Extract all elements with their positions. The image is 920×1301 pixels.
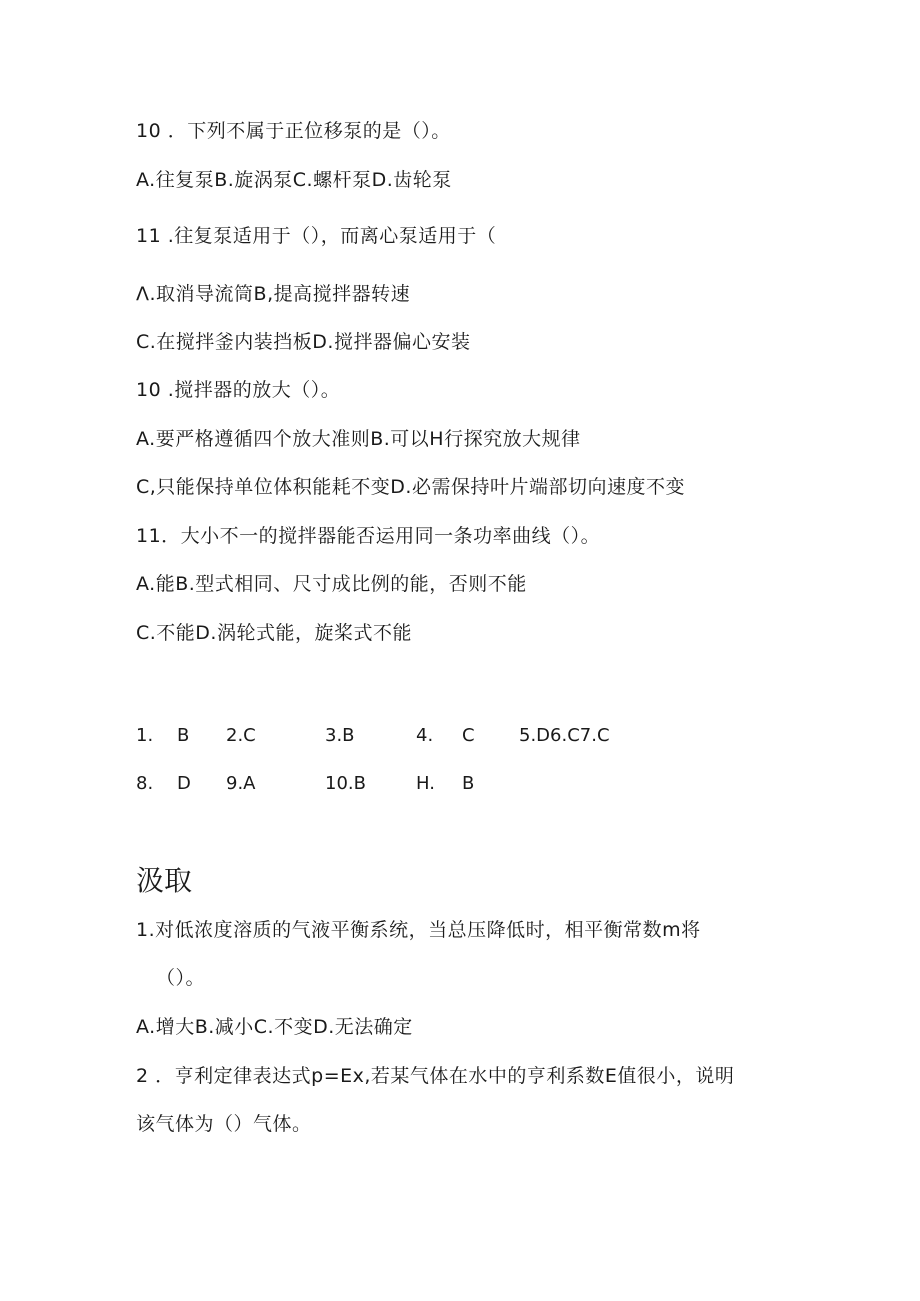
- question-11-power-curve-options-line1: A.能B.型式相同、尺寸成比例的能，否则不能: [136, 573, 527, 595]
- question-11-power-curve: 11．大小不一的搅拌器能否运用同一条功率曲线（）。: [136, 525, 601, 547]
- question-11-options-line2: C.在搅拌釜内装挡板D.搅拌器偏心安装: [136, 331, 471, 353]
- answer-number: H.: [416, 773, 435, 794]
- answer-value: 9.A: [226, 773, 256, 794]
- question-10-agitator-options-line1: A.要严格遵循四个放大准则B.可以H行探究放大规律: [136, 428, 581, 450]
- question-10-agitator: 10 .搅拌器的放大（）。: [136, 379, 341, 401]
- answer-value: C: [462, 725, 475, 746]
- answer-key-row-1: [0, 724, 920, 748]
- answer-key-row-2: [0, 772, 920, 796]
- question-11-power-curve-options-line2: C.不能D.涡轮式能，旋桨式不能: [136, 622, 412, 644]
- answer-number: 1.: [136, 725, 154, 746]
- question-10-agitator-options-line2: C,只能保持单位体积能耗不变D.必需保持叶片端部切向速度不变: [136, 476, 685, 498]
- absorption-question-1-line2: （）。: [156, 967, 206, 989]
- question-10-options: A.往复泵B.旋涡泵C.螺杆泵D.齿轮泵: [136, 169, 452, 191]
- answer-value: D: [177, 773, 191, 794]
- answer-value: 10.B: [325, 773, 366, 794]
- question-11-options-line1: Λ.取消导流筒B,提高搅拌器转速: [136, 283, 411, 305]
- absorption-question-2-line1: 2 ．亨利定律表达式p=Ex,若某气体在水中的亨利系数E值很小，说明: [136, 1065, 735, 1087]
- answer-value: 3.B: [325, 725, 355, 746]
- absorption-question-2-line2: 该气体为（）气体。: [136, 1113, 312, 1135]
- question-11-pump: 11 .往复泵适用于（），而离心泵适用于（: [136, 225, 497, 247]
- answer-number: 8.: [136, 773, 154, 794]
- answer-value: B: [177, 725, 190, 746]
- absorption-question-1-options: A.增大B.减小C.不变D.无法确定: [136, 1016, 413, 1038]
- answer-value: B: [462, 773, 475, 794]
- answer-value: 2.C: [226, 725, 256, 746]
- answer-value: 5.D6.C7.C: [519, 725, 610, 746]
- answer-number: 4.: [416, 725, 434, 746]
- absorption-question-1-line1: 1.对低浓度溶质的气液平衡系统，当总压降低时，相平衡常数m将: [136, 919, 701, 941]
- section-title-absorption: 汲取: [136, 864, 193, 897]
- question-10-pump: 10 ．下列不属于正位移泵的是（）。: [136, 120, 451, 142]
